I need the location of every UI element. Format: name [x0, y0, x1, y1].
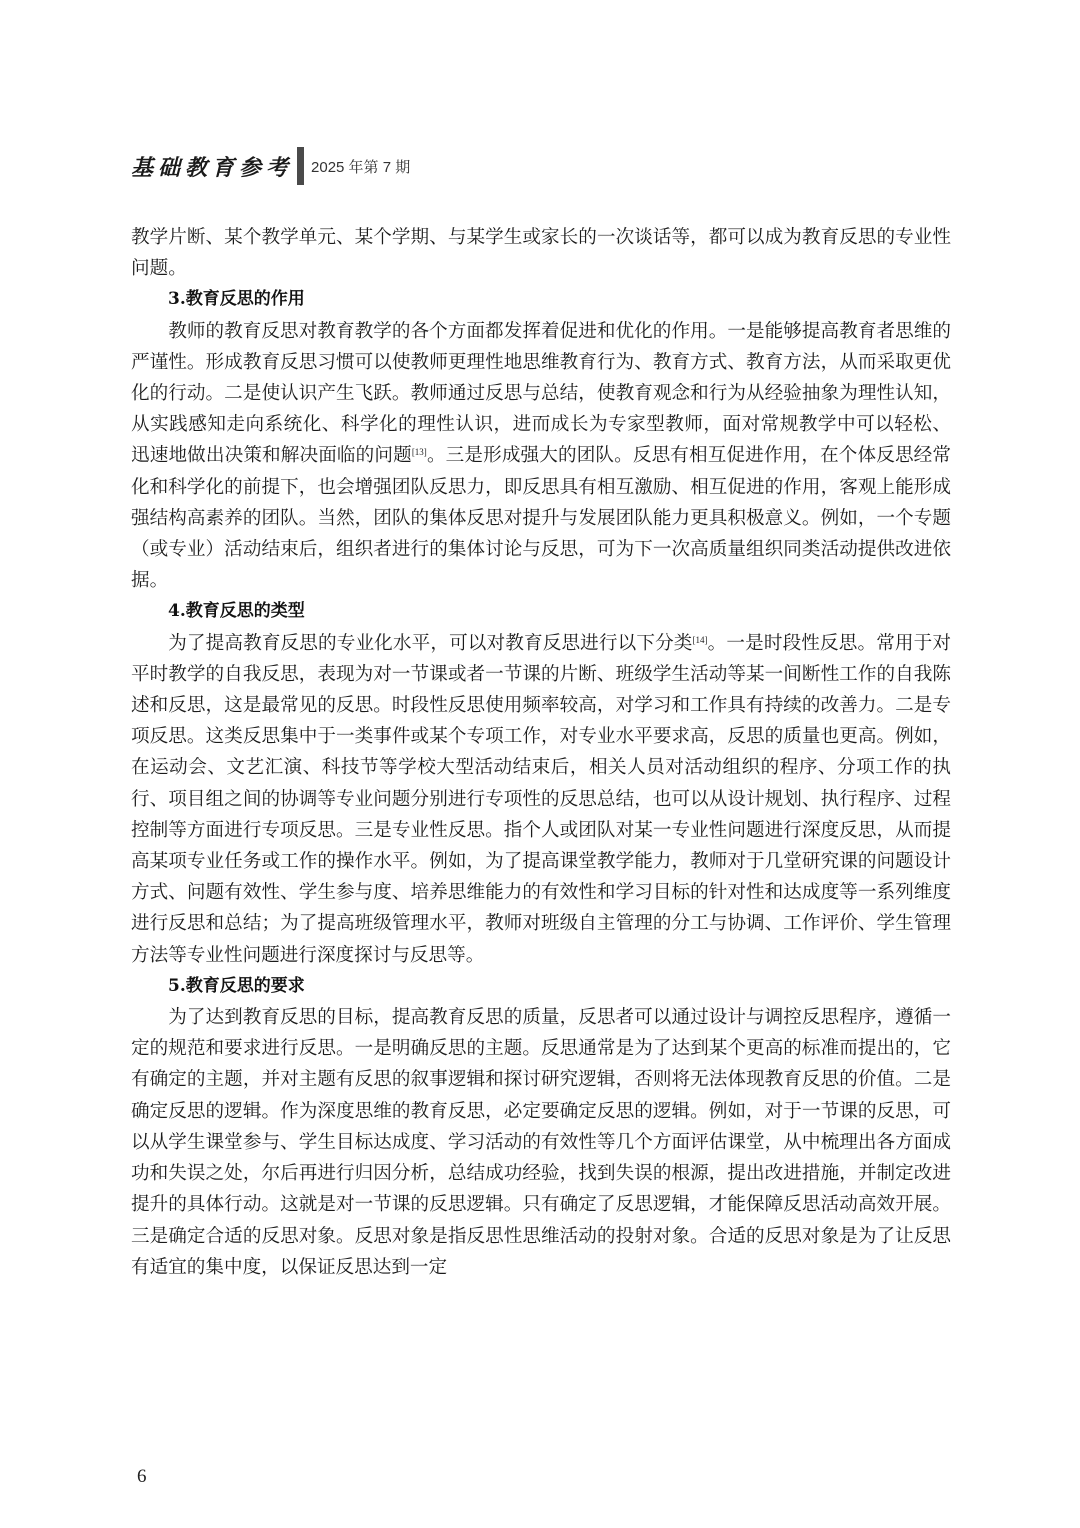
paragraph-requirements: 为了达到教育反思的目标，提高教育反思的质量，反思者可以通过设计与调控反思程序，遵循一定的规范和要求进行反思。一是明确反思的主题。反思通常是为了达到某个更高的标准而提出的，它有确定的主题，并对主题有反思的叙事逻辑和探讨研究逻辑，否则将无法体现教育反思的价值。二是确定反思的逻辑。作为深度思维的教育反思，必定要确定反思的逻辑。例如，对于一节课的反思，可以从学生课堂参与、学生目标达成度、学习活动的有效性等几个方面评估课堂，从中梳理出各方面成功和失误之处，尔后再进行归因分析，总结成功经验，找到失误的根源，提出改进措施，并制定改进提升的具体行动。这就是对一节课的反思逻辑。只有确定了反思逻辑，才能保障反思活动高效开展。三是确定合适的反思对象。反思对象是指反思性思维活动的投射对象。合适的反思对象是为了让反思有适宜的集中度，以保证反思达到一定: [131, 1007, 951, 1278]
page-number: 6: [137, 1466, 147, 1487]
citation-14[interactable]: [14]: [692, 634, 708, 645]
paragraph-text: 。一是时段性反思。常用于对平时教学的自我反思，表现为对一节课或者一节课的片断、班级学生活动等某一间断性工作的自我陈述和反思，这是最常见的反思。时段性反思使用频率较高，对学习和工作具有持续的改善力。二是专项反思。这类反思集中于一类事件或某个专项工作，对专业水平要求高，反思的质量也更高。例如，在运动会、文艺汇演、科技节等学校大型活动结束后，相关人员对活动组织的程序、分项工作的执行、项目组之间的协调等专业问题分别进行专项性的反思总结，也可以从设计规划、执行程序、过程控制等方面进行专项反思。三是专业性反思。指个人或团队对某一专业性问题进行深度反思，从而提高某项专业任务或工作的操作水平。例如，为了提高课堂教学能力，教师对于几堂研究课的问题设计方式、问题有效性、学生参与度、培养思维能力的有效性和学习目标的针对性和达成度等一系列维度进行反思和总结；为了提高班级管理水平，教师对班级自主管理的分工与协调、工作评价、学生管理方法等专业性问题进行深度探讨与反思等。: [131, 632, 951, 966]
section-heading-function: 3.教育反思的作用: [168, 289, 305, 310]
section-heading-requirements: 5.教育反思的要求: [168, 975, 305, 996]
running-header: [131, 144, 410, 188]
paragraph-text: 为了提高教育反思的专业化水平，可以对教育反思进行以下分类: [168, 632, 693, 654]
paragraph-function: [131, 316, 951, 597]
section-heading-types: 4.教育反思的类型: [168, 601, 305, 622]
paragraph-text: 教师的教育反思对教育教学的各个方面都发挥着促进和优化的作用。一是能够提高教育者思维的严谨性。形成教育反思习惯可以使教师更理性地思维教育行为、教育方式、教育方法，从而采取更优化的行动。二是使认识产生飞跃。教师通过反思与总结，使教育观念和行为从经验抽象为理性认知，从实践感知走向系统化、科学化的理性认识，进而成长为专家型教师，面对常规教学中可以轻松、 迅速地做出决策和解决面临的问题: [131, 320, 951, 467]
paragraph-text: 。三是形成强大的团队。反思有相互促进作用，在个体反思经常化和科学化的前提下，也会增强团队反思力，即反思具有相互激励、相互促进的作用，客观上能形成强结构高素养的团队。当然，团队的集体反思对提升与发展团队能力更具积极意义。例如，一个专题（或专业）活动结束后，组织者进行的集体讨论与反思，可为下一次高质量组织同类活动提供改进依据。: [131, 445, 951, 592]
journal-title: 基础教育参考: [131, 154, 294, 181]
paragraph-continued: 教学片断、某个教学单元、某个学期、与某学生或家长的一次谈话等，都可以成为教育反思的专业性问题。: [131, 227, 951, 280]
article-body: [131, 222, 951, 1283]
paragraph-types: [131, 628, 951, 971]
citation-13[interactable]: [13]: [411, 447, 427, 458]
issue-label: 2025 年第 7 期: [311, 158, 411, 176]
header-divider-bar: [297, 147, 304, 185]
